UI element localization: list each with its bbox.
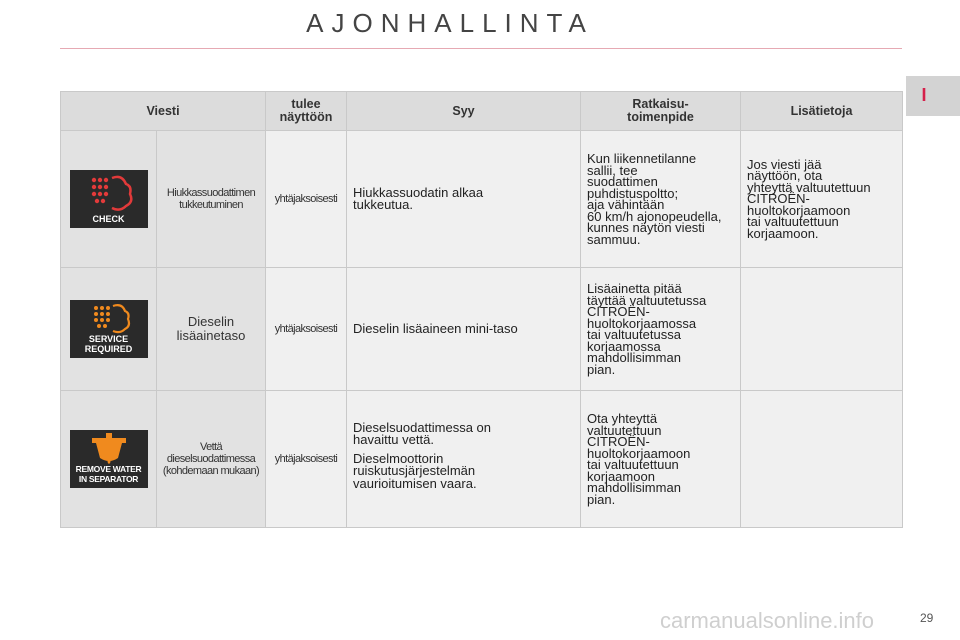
cause-cell (347, 391, 581, 528)
icon-label: SERVICE REQUIRED (84, 334, 133, 354)
notes-cell (741, 131, 903, 268)
icon-cell (61, 391, 157, 528)
table-header-row (61, 92, 903, 131)
chapter-tab-label: I (921, 85, 927, 105)
title-divider (60, 48, 902, 49)
solution-cell (581, 268, 741, 391)
solution-text: Lisäainetta pitää täyttää valtuutetussa CITROËN- huoltokorjaamossa tai valtuutetussa korjaamossa mahdollisimman pian. (587, 281, 707, 377)
chapter-tab[interactable] (906, 76, 960, 116)
additive-level-icon (70, 300, 148, 358)
message-cell: Vettä dieselsuodattimessa (kohdemaan mukaan) (157, 391, 266, 528)
page-title: AJONHALLINTA (306, 8, 594, 38)
header-tulee (266, 92, 347, 131)
table-row (61, 131, 903, 268)
icon-cell (61, 131, 157, 268)
header-tulee-text: tulee näyttöön (279, 97, 333, 124)
table-row (61, 268, 903, 391)
solution-cell (581, 131, 741, 268)
header-ratkaisu (581, 92, 741, 131)
icon-label: REMOVE WATER IN SEPARATOR (75, 464, 142, 484)
header-ratkaisu-text: Ratkaisu- toimenpide (627, 97, 694, 124)
message-cell: Dieselin lisäainetaso (157, 268, 266, 391)
table-row (61, 391, 903, 528)
solution-cell (581, 391, 741, 528)
shown-cell: yhtäjaksoisesti (266, 391, 347, 528)
cause-cell (347, 131, 581, 268)
cause-paragraph-1: Dieselsuodattimessa on havaittu vettä. (353, 419, 492, 448)
warning-messages-table (60, 91, 903, 528)
shown-cell: yhtäjaksoisesti (266, 268, 347, 391)
header-lisatietoja: Lisätietoja (741, 92, 903, 131)
cause-cell (347, 268, 581, 391)
icon-label: CHECK (92, 214, 125, 224)
header-viesti: Viesti (61, 92, 266, 131)
solution-text: Ota yhteyttä valtuutettuun CITROËN- huoltokorjaamoon tai valtuutettuun korjaamoon mahdollisimman pian. (587, 411, 691, 507)
water-in-fuel-icon (70, 430, 148, 488)
notes-cell (741, 391, 903, 528)
cause-paragraph-2: Dieselmoottorin ruiskutusjärjestelmän vaurioitumisen vaara. (353, 450, 477, 491)
cause-text: Hiukkassuodatin alkaa tukkeutua. (353, 184, 484, 212)
solution-text: Kun liikennetilanne sallii, tee suodattimen puhdistuspoltto; aja vähintään 60 km/h ajonopeudella, kunnes näytön viesti sammuu. (587, 151, 722, 247)
message-cell: Hiukkassuodattimen tukkeutuminen (157, 131, 266, 268)
watermark: carmanualsonline.info (660, 608, 875, 633)
header-syy: Syy (347, 92, 581, 131)
cause-text: Dieselin lisäaineen mini-taso (353, 320, 518, 336)
notes-text: Jos viesti jää näyttöön, ota yhteyttä valtuutettuun CITROËN- huoltokorjaamoon tai valtuutettuun korjaamoon. (747, 156, 871, 241)
particle-filter-icon (70, 170, 148, 228)
icon-cell (61, 268, 157, 391)
page-number: 29 (920, 611, 934, 625)
shown-cell: yhtäjaksoisesti (266, 131, 347, 268)
notes-cell (741, 268, 903, 391)
